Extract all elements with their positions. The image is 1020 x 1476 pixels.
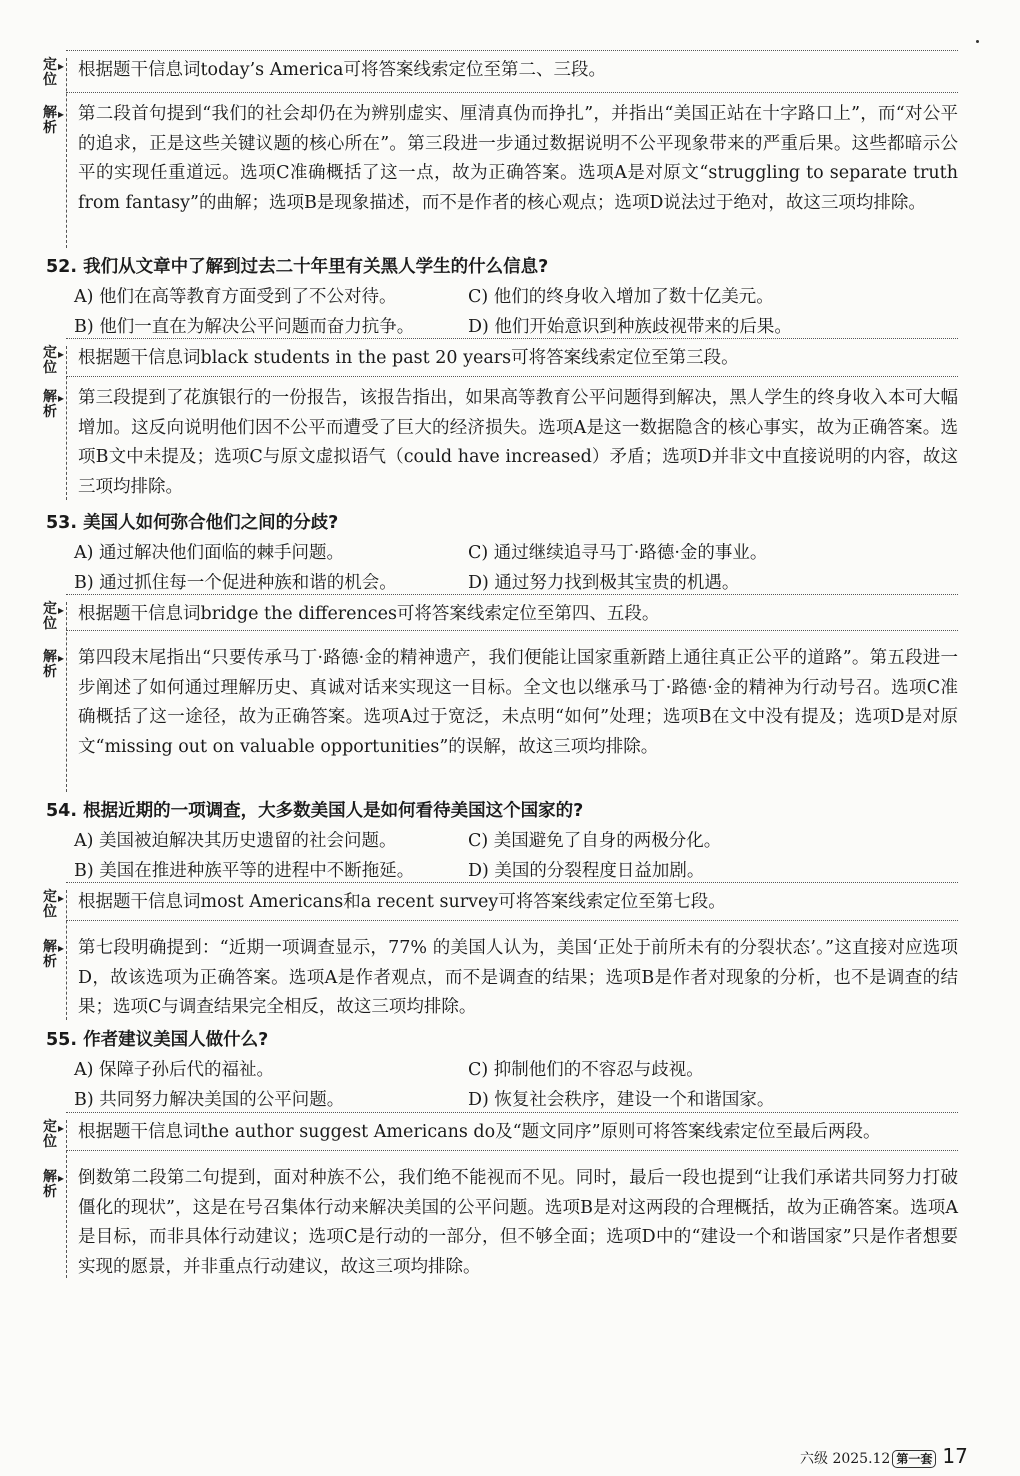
explanation-block-53 [42, 600, 958, 796]
explanation-block-55 [42, 1118, 958, 1282]
arrow-icon: ▸ [58, 391, 65, 405]
option-55-a: A) 保障子孙后代的福祉。 [74, 1060, 275, 1080]
explanation-block-51 [42, 56, 958, 252]
option-52-b: B) 他们一直在为解决公平问题而奋力抗争。 [74, 317, 415, 337]
option-55-d: D) 恢复社会秩序，建设一个和谐国家。 [468, 1090, 775, 1110]
analysis-text: 第四段末尾指出“只要传承马丁·路德·金的精神遗产，我们便能让国家重新踏上通往真正公平的道路”。第五段进一步阐述了如何通过理解历史、真诚对话来实现这一目标。全文也以继承马丁·路德·金的精神为行动号召。选项C准确概括了这一途径，故为正确答案。选项A过于宽泛，未点明“如何”处理；选项B在文中没有提及；选项D是对原文“missing out on valuable opportunities”的误解，故这三项均排除。 [78, 648, 958, 757]
arrow-icon: ▸ [58, 107, 65, 121]
explanation-block-52 [42, 344, 958, 504]
option-53-d: D) 通过努力找到极其宝贵的机遇。 [468, 573, 740, 593]
analysis-text: 第三段提到了花旗银行的一份报告，该报告指出，如果高等教育公平问题得到解决，黑人学生的终身收入本可大幅增加。这反向说明他们因不公平而遭受了巨大的经济损失。选项A是这一数据隐含的核心事实，故为正确答案。选项B文中未提及；选项C与原文虚拟语气（could have increased）矛盾；选项D并非文中直接说明的内容，故这三项均排除。 [78, 388, 958, 497]
locate-text: 根据题干信息词most Americans和a recent survey可将答案线索定位至第七段。 [78, 892, 726, 912]
option-53-c: C) 通过继续追寻马丁·路德·金的事业。 [468, 543, 768, 563]
locate-tag: 定位 [43, 57, 57, 88]
option-52-a: A) 他们在高等教育方面受到了不公对待。 [74, 287, 397, 307]
option-52-c: C) 他们的终身收入增加了数十亿美元。 [468, 287, 774, 307]
arrow-icon: ▸ [58, 1171, 65, 1185]
option-54-c: C) 美国避免了自身的两极分化。 [468, 831, 722, 851]
analysis-tag: 解析 [43, 1169, 57, 1200]
question-54: 54. 根据近期的一项调查，大多数美国人是如何看待美国这个国家的? [46, 801, 584, 821]
analysis-tag: 解析 [43, 939, 57, 970]
locate-text: 根据题干信息词black students in the past 20 years可将答案线索定位至第三段。 [78, 348, 739, 368]
locate-text: 根据题干信息词the author suggest Americans do及“题文同序”原则可将答案线索定位至最后两段。 [78, 1122, 881, 1142]
option-54-b: B) 美国在推进种族平等的进程中不断拖延。 [74, 861, 415, 881]
option-55-b: B) 共同努力解决美国的公平问题。 [74, 1090, 345, 1110]
analysis-tag: 解析 [43, 389, 57, 420]
locate-tag: 定位 [43, 1119, 57, 1150]
option-54-d: D) 美国的分裂程度日益加剧。 [468, 861, 705, 881]
arrow-icon: ▸ [58, 651, 65, 665]
locate-text: 根据题干信息词today’s America可将答案线索定位至第二、三段。 [78, 60, 606, 80]
arrow-icon: ▸ [58, 941, 65, 955]
page-number: 17 [942, 1444, 968, 1468]
option-54-a: A) 美国被迫解决其历史遗留的社会问题。 [74, 831, 397, 851]
option-53-a: A) 通过解决他们面临的棘手问题。 [74, 543, 345, 563]
option-53-b: B) 通过抓住每一个促进种族和谐的机会。 [74, 573, 397, 593]
question-55: 55. 作者建议美国人做什么? [46, 1030, 269, 1050]
analysis-tag: 解析 [43, 649, 57, 680]
option-55-c: C) 抑制他们的不容忍与歧视。 [468, 1060, 704, 1080]
question-52: 52. 我们从文章中了解到过去二十年里有关黑人学生的什么信息? [46, 257, 549, 277]
arrow-icon: ▸ [58, 1121, 65, 1135]
page-footer [800, 1444, 968, 1471]
analysis-text: 第七段明确提到：“近期一项调查显示，77% 的美国人认为，美国‘正处于前所未有的分裂状态’。”这直接对应选项 D，故该选项为正确答案。选项A是作者观点，而不是调查的结果；选项B是作者对现象的分析，也不是调查的结果；选项C与调查结果完全相反，故这三项均排除。 [78, 938, 958, 1017]
explanation-block-54 [42, 888, 958, 1024]
analysis-text: 倒数第二段第二句提到，面对种族不公，我们绝不能视而不见。同时，最后一段也提到“让我们承诺共同努力打破僵化的现状”，这是在号召集体行动来解决美国的公平问题。选项B是对这两段的合理概括，故为正确答案。选项A是目标，而非具体行动建议；选项C是行动的一部分，但不够全面；选项D中的“建设一个和谐国家”只是作者想要实现的愿景，并非重点行动建议，故这三项均排除。 [78, 1168, 958, 1277]
arrow-icon: ▸ [58, 891, 65, 905]
corner-mark [976, 40, 979, 43]
locate-tag: 定位 [43, 345, 57, 376]
arrow-icon: ▸ [58, 347, 65, 361]
arrow-icon: ▸ [58, 603, 65, 617]
option-52-d: D) 他们开始意识到种族歧视带来的后果。 [468, 317, 792, 337]
footer-level: 六级 2025.12 [800, 1451, 891, 1467]
analysis-tag: 解析 [43, 105, 57, 136]
analysis-text: 第二段首句提到“我们的社会却仍在为辨别虚实、厘清真伪而挣扎”，并指出“美国正站在十字路口上”，而“对公平的追求，正是这些关键议题的核心所在”。第三段进一步通过数据说明不公平现象带来的严重后果。这些都暗示公平的实现任重道远。选项C准确概括了这一点，故为正确答案。选项A是对原文“struggling to separate truth from fantasy”的曲解；选项B是现象描述，而不是作者的核心观点；选项D说法过于绝对，故这三项均排除。 [78, 104, 958, 213]
locate-tag: 定位 [43, 889, 57, 920]
locate-tag: 定位 [43, 601, 57, 632]
locate-text: 根据题干信息词bridge the differences可将答案线索定位至第四、五段。 [78, 604, 660, 624]
question-53: 53. 美国人如何弥合他们之间的分歧? [46, 513, 339, 533]
footer-set-badge: 第一套 [892, 1450, 936, 1468]
arrow-icon: ▸ [58, 59, 65, 73]
